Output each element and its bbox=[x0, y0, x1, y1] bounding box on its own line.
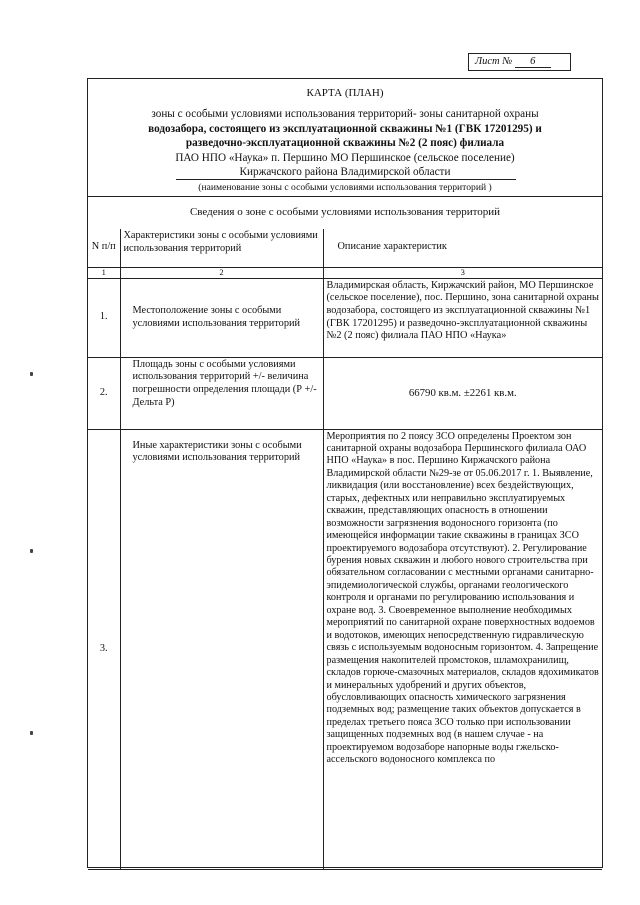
index-3: 3 bbox=[323, 267, 602, 278]
table-row bbox=[88, 429, 602, 869]
index-1: 1 bbox=[88, 267, 120, 278]
zone-name-caption: (наименование зоны с особыми условиями использования территорий ) bbox=[198, 182, 492, 193]
header-characteristic: Характеристики зоны с особыми условиями использования территорий bbox=[120, 229, 323, 267]
row-2-number: 2. bbox=[88, 357, 120, 429]
header-description: Описание характеристик bbox=[323, 229, 602, 267]
row-2-characteristic: Площадь зоны с особыми условиями использования территорий +/- величина погрешности определения площади (Р +/- Дельта Р) bbox=[120, 357, 323, 429]
document-frame bbox=[87, 78, 603, 868]
header-number: N п/п bbox=[88, 229, 120, 267]
row-3-number: 3. bbox=[88, 429, 120, 869]
sheet-number: 6 bbox=[515, 56, 551, 68]
row-3-characteristic: Иные характеристики зоны с особыми условиями использования территорий bbox=[120, 429, 323, 869]
row-2-description: 66790 кв.м. ±2261 кв.м. bbox=[323, 357, 602, 429]
document-title: КАРТА (ПЛАН) bbox=[306, 87, 384, 99]
subject-line-3: разведочно-эксплуатационной скважины №2 (2 пояс) филиала bbox=[185, 137, 505, 150]
table-header-row bbox=[88, 229, 602, 267]
row-3-description: Мероприятия по 2 поясу ЗСО определены Проектом зон санитарной охраны водозабора Першинского филиала ОАО НПО «Наука» в пос. Першино Киржачского района Владимирской области №29-зе от 05.06.2017 г. 1. Выявление, ликвидация (или восстановление) всех бездействующих, старых, дефектных или неправильно эксплуатируемых скважин, представляющих опасность в отношении возможности загрязнения водоносного горизонта (по имеющейся информации такие скважины в границах ЗСО проектируемого водозабора отсутствуют). 2. Регулирование бурения новых скважин и любого нового строительства при обязательном согласовании с местными органами санитарно-эпидемиологической службы, органами геологического контроля и органами по регулированию использования и охране вод. 3. Своевременное выполнение необходимых мероприятий по санитарной охране поверхностных водоемов и водотоков, имеющих непосредственную гидравлическую связь с используемым водоносным горизонтом. 4. Запрещение размещения накопителей промстоков, шламохранилищ, складов горюче-смазочных материалов, складов ядохимикатов и минеральных удобрений и других объектов, обусловливающих опасность химического загрязнения подземных вод; размещение таких объектов допускается в пределах третьего пояса ЗСО только при использовании защищенных подземных вод (в нашем случае - на проектируемом водозаборе напорные воды гжельско-ассельского водоносного комплекса по bbox=[323, 429, 602, 869]
characteristics-table bbox=[88, 229, 602, 870]
zone-subject bbox=[88, 107, 602, 180]
subject-line-4: ПАО НПО «Наука» п. Першино МО Першинское (сельское поселение) bbox=[175, 151, 515, 164]
info-title: Сведения о зоне с особыми условиями использования территорий bbox=[189, 206, 501, 218]
row-1-characteristic: Местоположение зоны с особыми условиями использования территорий bbox=[120, 278, 323, 357]
row-1-number: 1. bbox=[88, 278, 120, 357]
divider bbox=[88, 196, 602, 197]
subject-line-5: Киржачского района Владимирской области bbox=[239, 166, 451, 179]
scan-mark bbox=[30, 372, 33, 376]
scan-mark bbox=[30, 549, 33, 553]
table-row bbox=[88, 278, 602, 357]
table-index-row bbox=[88, 267, 602, 278]
subject-underline bbox=[176, 179, 516, 180]
table-row bbox=[88, 357, 602, 429]
index-2: 2 bbox=[120, 267, 323, 278]
sheet-number-box bbox=[468, 53, 571, 71]
scan-mark bbox=[30, 731, 33, 735]
sheet-label: Лист № bbox=[475, 56, 513, 67]
subject-line-1: зоны с особыми условиями использования территорий- зоны санитарной охраны bbox=[151, 108, 539, 120]
subject-line-2: водозабора, состоящего из эксплуатационной скважины №1 (ГВК 17201295) и bbox=[148, 122, 542, 135]
row-1-description: Владимирская область, Киржачский район, МО Першинское (сельское поселение), пос. Першино, зона санитарной охраны водозабора, состоящего из эксплуатационной скважины №1 (ГВК 17201295) и разведочно-эксплуатационной скважины №2 (2 пояс) филиала ПАО НПО «Наука» bbox=[323, 278, 602, 357]
